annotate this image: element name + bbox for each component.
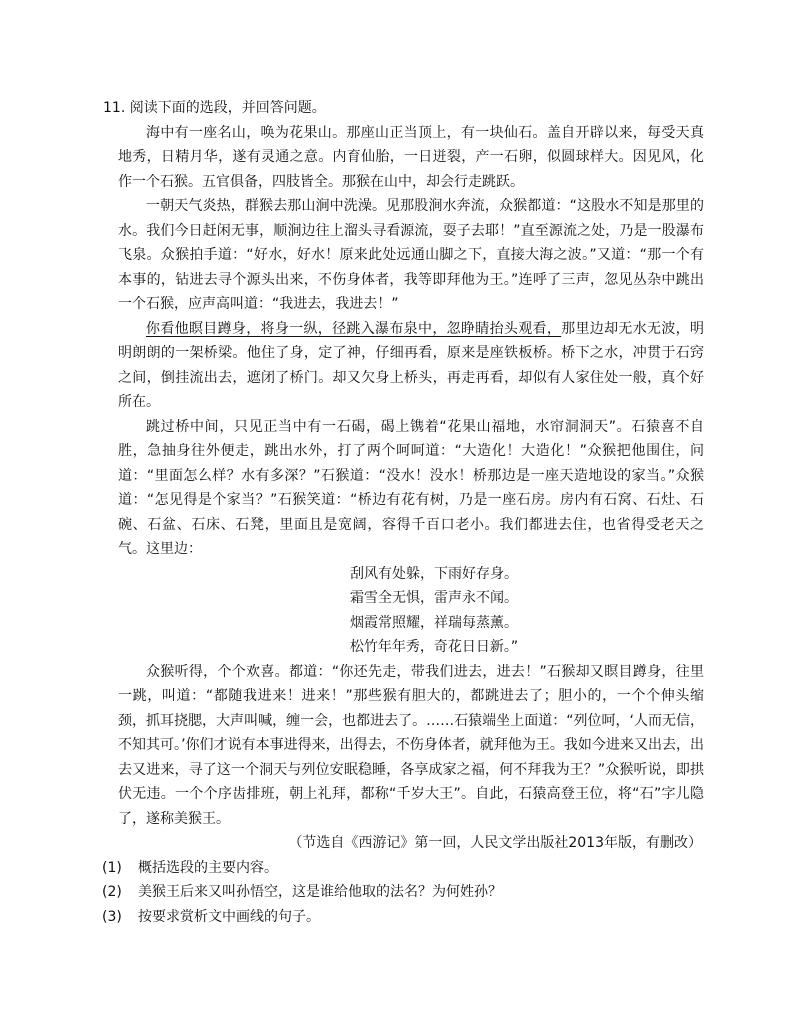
passage-paragraph-2: 一朝天气炎热，群猴去那山涧中洗澡。见那股涧水奔流，众猴都道：“这股水不知是那里的水。我们今日赶闲无事，顺涧边往上溜头寻看源流，耍子去耶！”直至源流之处，乃是一股瀑布飞泉。众猴拍手道：“好水，好水！原来此处远通山脚之下，直接大海之波。”又道：“那一个有本事的，钻进去寻个源头出来，不伤身体者，我等即拜他为王。”连呼了三声，忽见丛杂中跳出一个石猴，应声高叫道：“我进去，我进去！”: [118, 198, 704, 312]
subquestion-3: [102, 905, 704, 930]
subquestion-number: (1): [102, 859, 122, 876]
question-block: [102, 96, 704, 929]
subquestion-text: 按要求赏析文中画线的句子。: [138, 908, 320, 925]
poem-line: 霜雪全无惧，雷声永不闻。: [350, 590, 518, 606]
question-heading: [103, 96, 704, 121]
question-prompt: 阅读下面的选段，并回答问题。: [129, 100, 326, 116]
passage-paragraph-3: [118, 317, 704, 415]
poem-line: 松竹年年秀，奇花日日新。”: [349, 639, 519, 655]
subquestion-text: 美猴王后来又叫孙悟空，这是谁给他取的法名？为何姓孙？: [138, 884, 502, 900]
passage-paragraph-5: 众猴听得，个个欢喜。都道：“你还先走，带我们进去，进去！”石猴却又瞑目蹲身，往里一跳，叫道：“都随我进来！进来！”那些猴有胆大的，都跳进去了；胆小的，一个个伸头缩颈，抓耳挠腮，大声叫喊，缠一会，也都进去了。……石猿端坐上面道：“列位呵，‘人而无信，不知其可。’你们才说有本事进得来，出得去，不伤身体者，就拜他为王。我如今进来又出去，出去又进来，寻了这一个洞天与列位安眠稳睡，各享成家之福，何不拜我为王？”众猴听说，即拱伏无违。一个个序齿排班，朝上礼拜，都称“千岁大王”。自此，石猿高登王位，将“石”字儿隐了，遂称美猴王。: [118, 663, 704, 827]
subquestion-text: 概括选段的主要内容。: [138, 859, 278, 876]
poem-line: 刮风有处躲，下雨好存身。: [350, 565, 518, 582]
passage-paragraph-3-rest: 那里边却无水无波，明明朗朗的一架桥梁。他住了身，定了神，仔细再看，原来是座铁板桥。桥下之水，冲贯于石窍之间，倒挂流出去，遮闭了桥门。却又欠身上桥头，再走再看，却似有人家住处一般，真个好所在。: [118, 320, 704, 410]
passage-paragraph-4: 跳过桥中间，只见正当中有一石碣，碣上镌着“花果山福地，水帘洞洞天”。石猿喜不自胜，急抽身往外便走，跳出水外，打了两个呵呵道：“大造化！大造化！”众猴把他围住，问道：“里面怎么样？水有多深？”石猴道：“没水！没水！桥那边是一座天造地设的家当。”众猴道：“怎见得是个家当？”石猴笑道：“桥边有花有树，乃是一座石房。房内有石窝、石灶、石碗、石盆、石床、石凳，里面且是宽阔，容得千百口老小。我们都进去住，也省得受老天之气。这里边：: [118, 418, 704, 557]
poem-line: 烟霞常照耀，祥瑞每蒸薰。: [350, 614, 518, 631]
underlined-sentence: 你看他瞑目蹲身，将身一纵，径跳入瀑布泉中，忽睁睛抬头观看，: [146, 320, 562, 337]
subquestion-number: (2): [102, 884, 122, 900]
subquestion-2: [102, 880, 704, 905]
question-number: 11.: [103, 100, 126, 116]
source-citation: （节选自《西游记》第一回，人民文学出版社2013年版，有删改）: [288, 835, 702, 851]
subquestion-1: [102, 856, 704, 881]
subquestion-number: (3): [102, 908, 122, 925]
passage-paragraph-1: 海中有一座名山，唤为花果山。那座山正当顶上，有一块仙石。盖自开辟以来，每受天真地秀，日精月华，遂有灵通之意。内育仙胎，一日迸裂，产一石卵，似圆球样大。因见风，化作一个石猴。五官俱备，四肢皆全。那猴在山中，却会行走跳跃。: [118, 124, 704, 190]
poem-block: [118, 562, 704, 660]
